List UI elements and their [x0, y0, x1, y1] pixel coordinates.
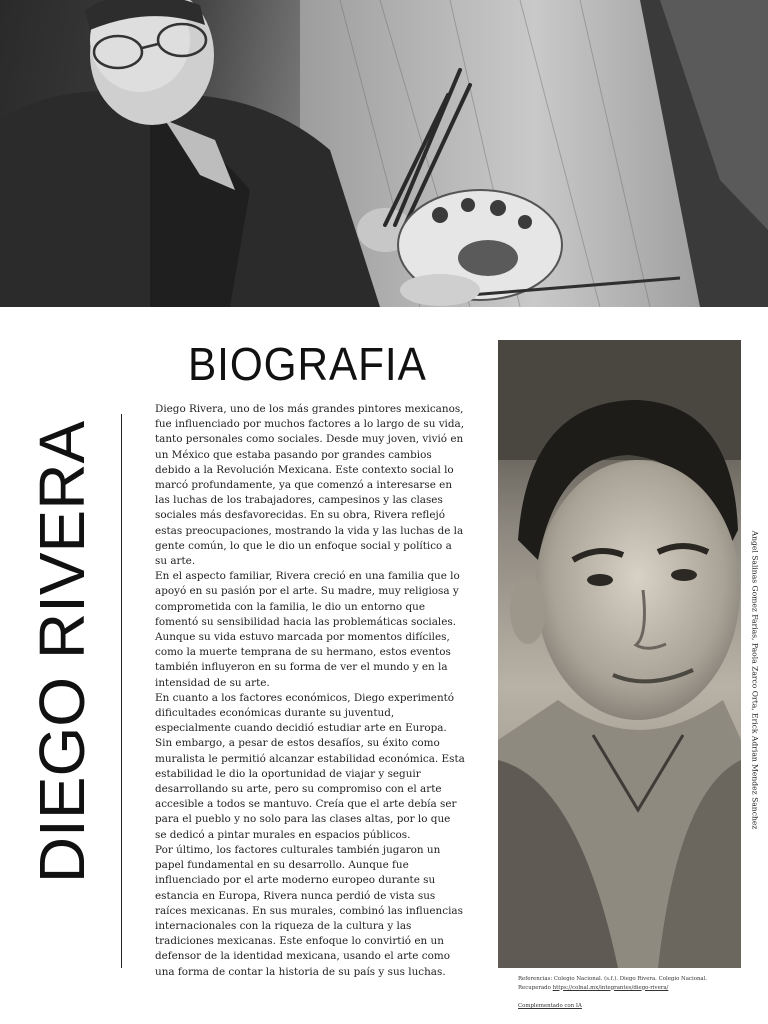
reference-line: Referencias: Colegio Nacional. (s.f.). Diego Rivera. Colegio Nacional. — [518, 976, 708, 982]
paragraph: En el aspecto familiar, Rivera creció en una familia que lo apoyó en su pasión por el arte. Su madre, muy religiosa y comprometida con la familia, le dio un entorno que fomentó su sensibilidad hacia las problemáticas sociales. Aunque su vida estuvo marcada por momentos difíciles, como la muerte temprana de su hermano, estos eventos también influyeron en su forma de ver el mundo y en la intensidad de su arte. — [155, 570, 460, 689]
diego-rivera-portrait-photo — [498, 340, 741, 968]
reference-link[interactable]: https://colnal.mx/integrantes/diego-rivera/ — [552, 984, 669, 991]
paragraph: En cuanto a los factores económicos, Diego experimentó dificultades económicas durante su juventud, especialmente cuando decidió estudiar arte en Europa. Sin embargo, a pesar de estos desafíos, su éxito como muralista le permitió alcanzar estabilidad económica. Esta estabilidad le dio la oportunidad de viajar y seguir desarrollando su arte, pero su compromiso con el arte accesible a todos se mantuvo. Creía que el arte debía ser para el pueblo y no solo para las clases altas, por lo que se dedicó a pintar murales en espacios públicos. — [155, 691, 465, 841]
vertical-divider — [121, 414, 122, 968]
paragraph: Por último, los factores culturales también jugaron un papel fundamental en su desarrollo. Aunque fue influenciado por el arte moderno europeo durante su estancia en Europa, Rivera nunca perdió de vista sus raíces mexicanas. En sus murales, combinó las influencias internacionales con la riqueza de la cultura y las tradiciones mexicanas. Este enfoque lo convirtió en un defensor de la identidad mexicana, usando el arte como una forma de contar la historia de su país y sus luchas. — [155, 843, 463, 978]
page-title: BIOGRAFIA — [188, 338, 427, 390]
painter-with-palette-photo — [0, 0, 768, 307]
reference-prefix: Recuperado — [518, 984, 553, 991]
biography-text — [155, 402, 465, 980]
hero-photo — [0, 0, 768, 307]
side-title-container — [22, 412, 102, 892]
references — [518, 975, 758, 1011]
side-title: DIEGO RIVERA — [26, 420, 98, 884]
authors-credit-container — [742, 530, 768, 830]
authors-credit: Angel Salinas Gomez Farias, Paola Zarco Orta, Erick Adrian Mendez Sanchez — [750, 530, 760, 830]
portrait-photo — [498, 340, 741, 968]
ai-note: Complementado con IA — [518, 1003, 582, 1010]
paragraph: Diego Rivera, uno de los más grandes pintores mexicanos, fue influenciado por muchos factores a lo largo de su vida, tanto personales como sociales. Desde muy joven, vivió en un México que estaba pasando por grandes cambios debido a la Revolución Mexicana. Este contexto social lo marcó profundamente, ya que comenzó a interesarse en las luchas de los trabajadores, campesinos y las clases sociales más desfavorecidas. En su obra, Rivera reflejó estas preocupaciones, mostrando la vida y las luchas de la gente común, lo que le dio un enfoque social y político a su arte. — [155, 403, 465, 568]
reference-line — [518, 984, 758, 993]
